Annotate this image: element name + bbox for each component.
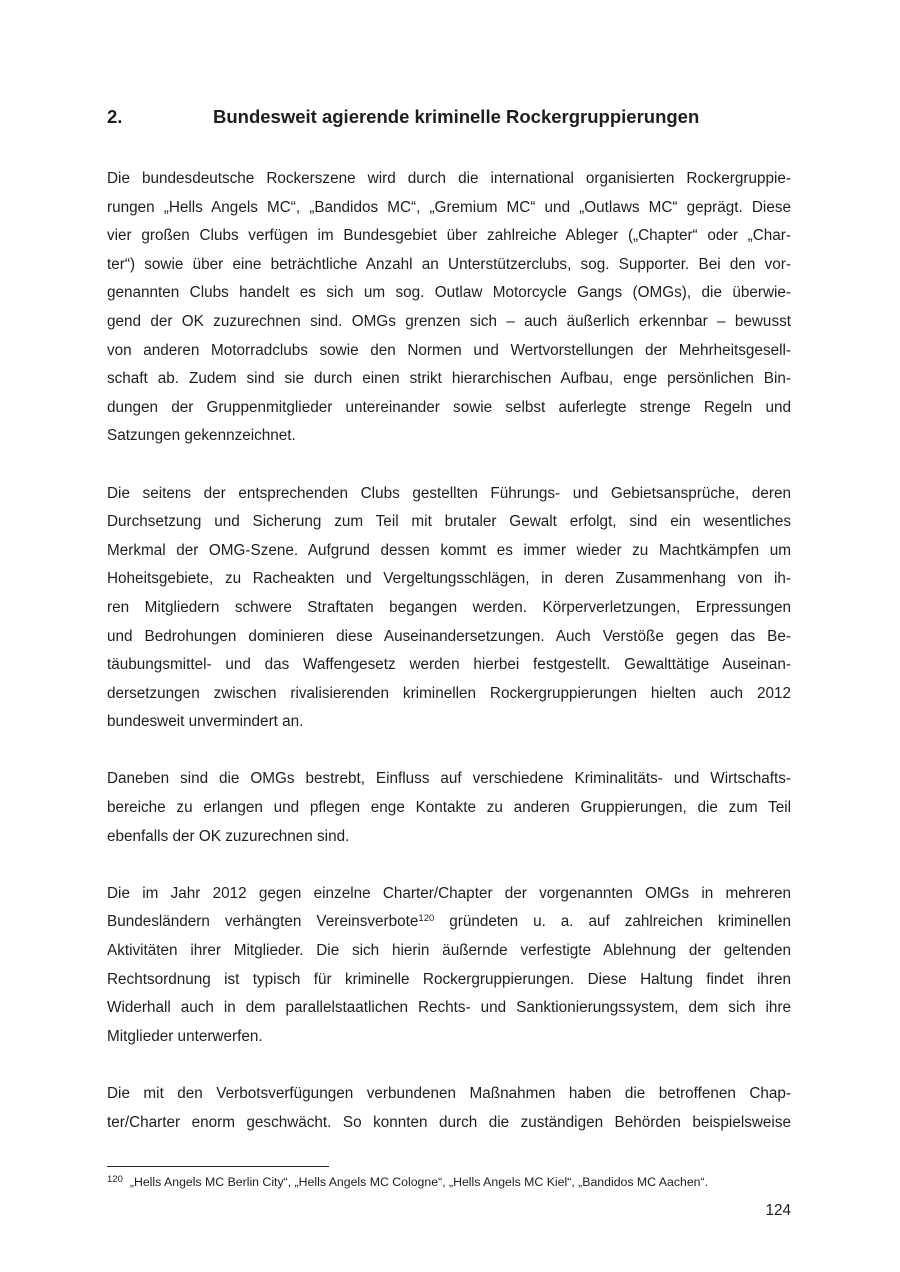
paragraph (107, 480, 791, 737)
text-line (107, 908, 791, 937)
text-line: Die seitens der entsprechenden Clubs gestellten Führungs- und Gebietsansprüche, deren (107, 484, 791, 502)
text-line: Satzungen gekennzeichnet. (107, 427, 296, 445)
text-line: bundesweit unvermindert an. (107, 713, 304, 731)
text-line: ter/Charter enorm geschwächt. So konnten durch die zuständigen Behörden beispielsweise (107, 1113, 791, 1131)
section-heading (107, 103, 791, 131)
footnote-separator-rule (107, 1166, 329, 1167)
text-line: Merkmal der OMG-Szene. Aufgrund dessen kommt es immer wieder zu Machtkämpfen um (107, 541, 791, 559)
text-line: Widerhall auch in dem parallelstaatlichen Rechts- und Sanktionierungssystem, dem sich ihre (107, 999, 791, 1017)
text-line: ter“) sowie über eine beträchtliche Anzahl an Unterstützerclubs, sog. Supporter. Bei den vor- (107, 255, 791, 273)
body-text (107, 165, 791, 1137)
paragraph (107, 880, 791, 1052)
text-line: Rechtsordnung ist typisch für kriminelle Rockergruppierungen. Diese Haltung findet ihren (107, 970, 791, 988)
paragraph (107, 765, 791, 851)
paragraph (107, 1080, 791, 1137)
text-line: ren Mitgliedern schwere Straftaten begangen werden. Körperverletzungen, Erpressungen (107, 598, 791, 616)
footnote (107, 1174, 791, 1191)
text-line: Daneben sind die OMGs bestrebt, Einfluss auf verschiedene Kriminalitäts- und Wirtschafts- (107, 770, 791, 788)
text-line: Die bundesdeutsche Rockerszene wird durch die international organisierten Rockergruppie- (107, 170, 791, 187)
text-line: Aktivitäten ihrer Mitglieder. Die sich hierin äußernde verfestigte Ablehnung der geltenden (107, 942, 791, 960)
text-line: schaft ab. Zudem sind sie durch einen strikt hierarchischen Aufbau, enge persönlichen Bin- (107, 370, 791, 388)
text-line: genannten Clubs handelt es sich um sog. Outlaw Motorcycle Gangs (OMGs), die überwie- (107, 284, 791, 302)
text-segment: Bundesländern verhängten Vereinsverbote (107, 913, 419, 931)
text-line: von anderen Motorradclubs sowie den Normen und Wertvorstellungen der Mehrheitsgesell- (107, 341, 791, 359)
paragraph (107, 165, 791, 451)
text-line: bereiche zu erlangen und pflegen enge Kontakte zu anderen Gruppierungen, die zum Teil (107, 799, 791, 817)
text-segment: gründeten u. a. auf zahlreichen kriminellen (434, 913, 791, 931)
section-number: 2. (107, 106, 123, 127)
text-line: Mitglieder unterwerfen. (107, 1027, 263, 1045)
text-line: vier großen Clubs verfügen im Bundesgebiet über zahlreiche Ableger („Chapter“ oder „Char- (107, 227, 791, 245)
text-line: ebenfalls der OK zuzurechnen sind. (107, 827, 350, 845)
text-line: gend der OK zuzurechnen sind. OMGs grenzen sich – auch äußerlich erkennbar – bewusst (107, 312, 791, 330)
page-number: 124 (765, 1201, 791, 1219)
text-line: Die im Jahr 2012 gegen einzelne Charter/Chapter der vorgenannten OMGs in mehreren (107, 884, 791, 902)
text-line: Durchsetzung und Sicherung zum Teil mit brutaler Gewalt erfolgt, sind ein wesentliches (107, 513, 791, 531)
text-line: Hoheitsgebiete, zu Racheakten und Vergeltungsschlägen, in deren Zusammenhang von ih- (107, 570, 791, 588)
footnote-text: „Hells Angels MC Berlin City“, „Hells Angels MC Cologne“, „Hells Angels MC Kiel“, „Bandidos MC Aachen“. (129, 1174, 709, 1189)
text-line: täubungsmittel- und das Waffengesetz werden hierbei festgestellt. Gewalttätige Auseinan- (107, 656, 791, 674)
text-line: Die mit den Verbotsverfügungen verbundenen Maßnahmen haben die betroffenen Chap- (107, 1085, 791, 1102)
text-line: und Bedrohungen dominieren diese Auseinandersetzungen. Auch Verstöße gegen das Be- (107, 627, 791, 645)
footnote-reference: 120 (418, 913, 435, 925)
footnote-area (107, 1166, 791, 1191)
text-line: dersetzungen zwischen rivalisierenden kriminellen Rockergruppierungen hielten auch 2012 (107, 684, 791, 702)
text-line: dungen der Gruppenmitglieder untereinander sowie selbst auferlegte strenge Regeln und (107, 398, 791, 416)
footnote-marker: 120 (107, 1173, 123, 1185)
section-title: Bundesweit agierende kriminelle Rockergruppierungen (213, 106, 700, 127)
text-line: rungen „Hells Angels MC“, „Bandidos MC“, „Gremium MC“ und „Outlaws MC“ geprägt. Diese (107, 198, 791, 216)
